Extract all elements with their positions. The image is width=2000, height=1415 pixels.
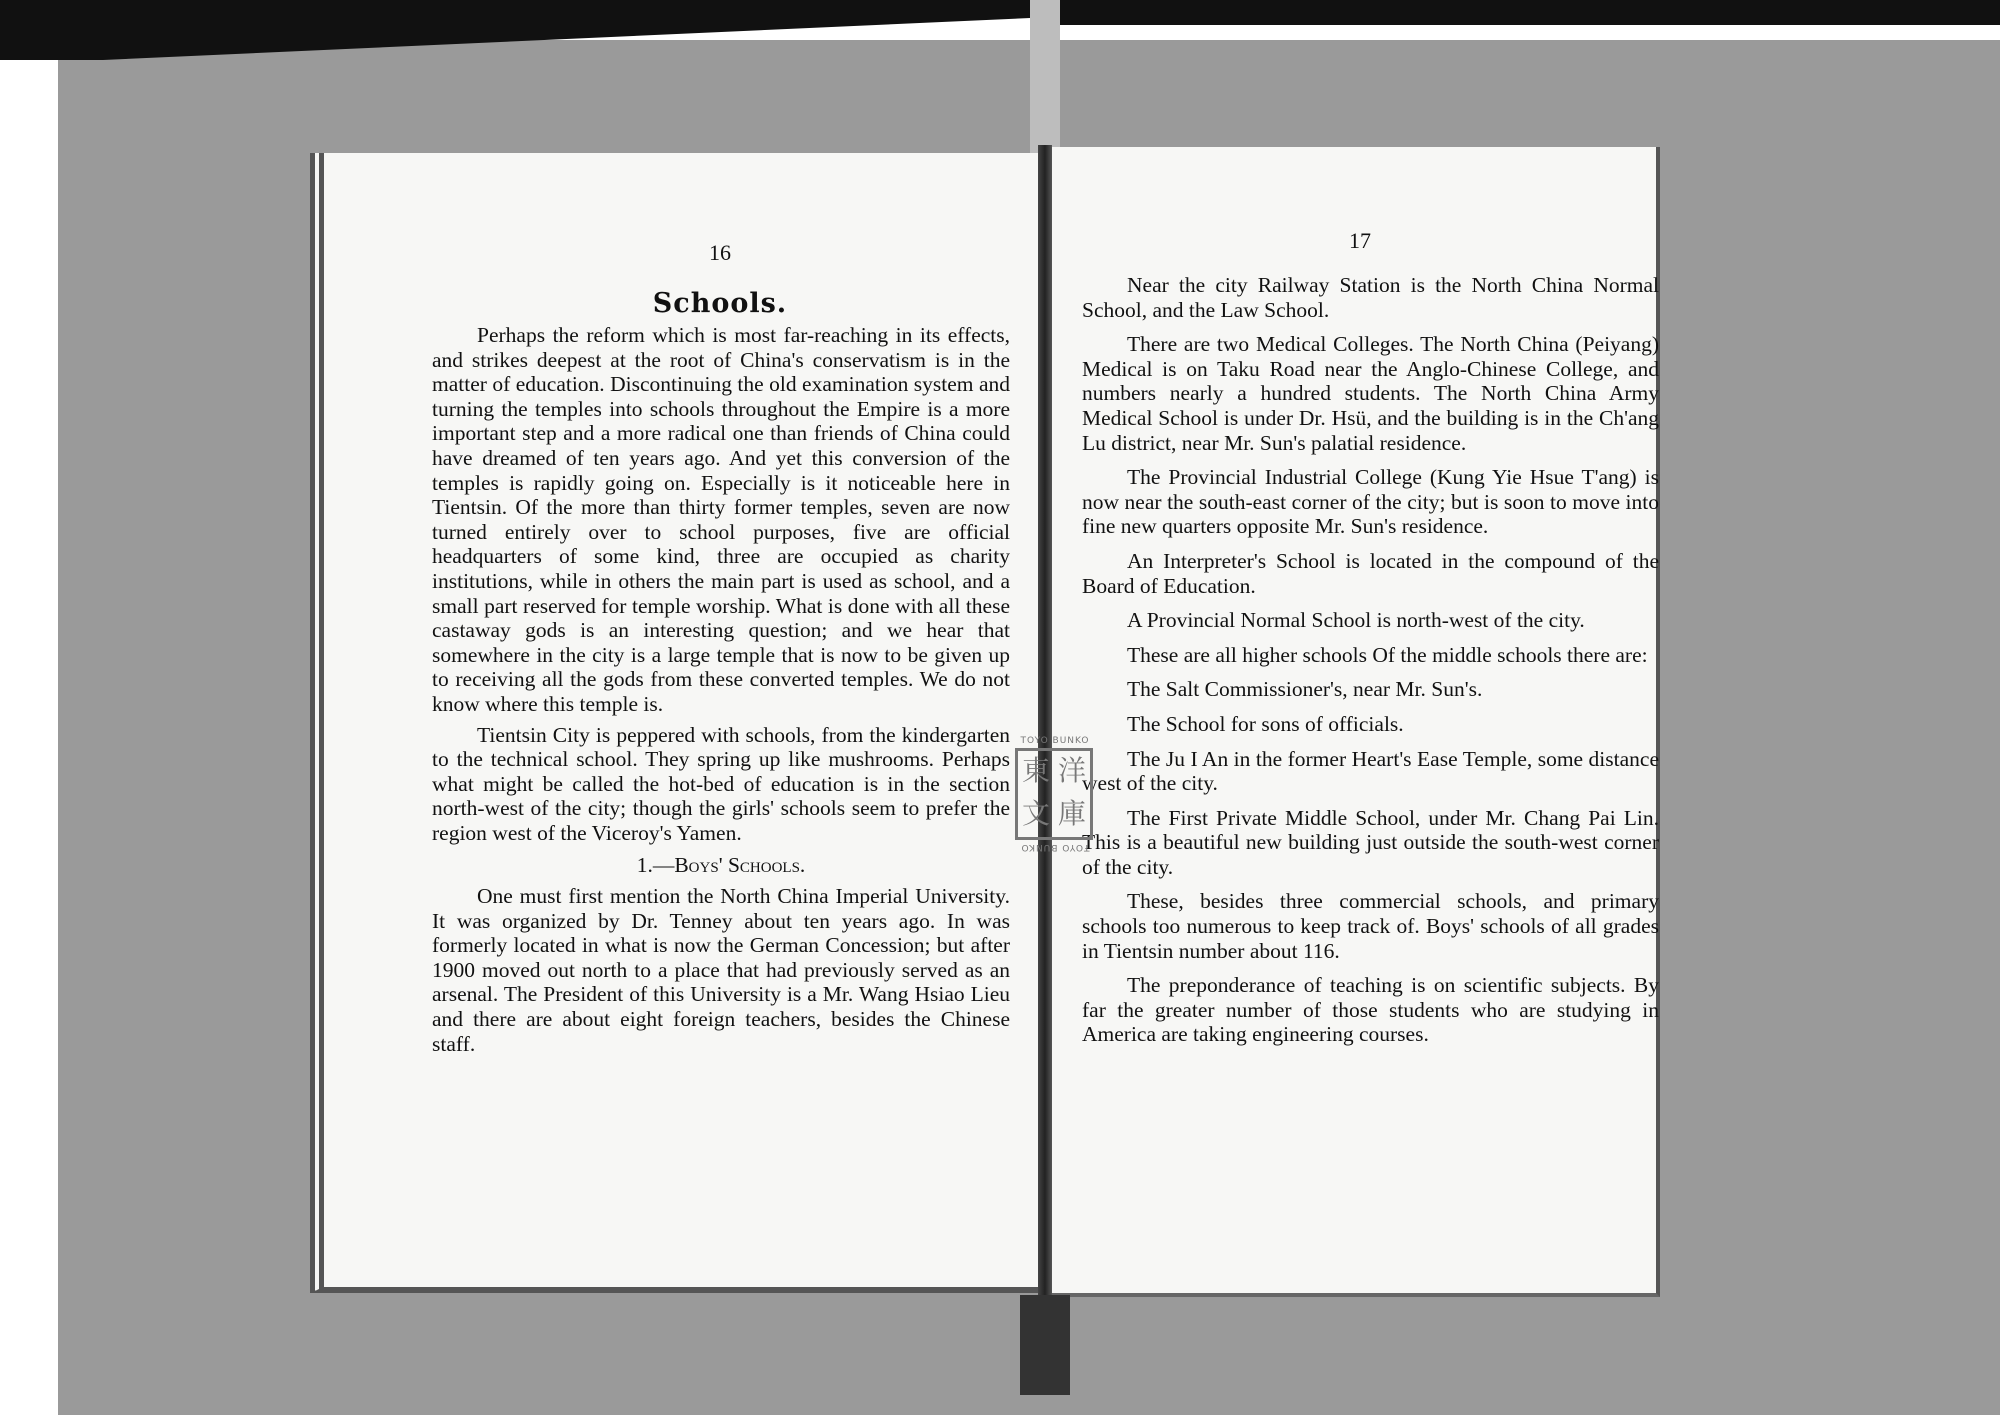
stamp-char: 文	[1021, 797, 1050, 830]
book-gutter-base	[1020, 1295, 1070, 1395]
paragraph: An Interpreter's School is located in the compound of the Board of Education.	[1082, 548, 1659, 598]
paragraph: The Salt Commissioner's, near Mr. Sun's.	[1127, 677, 1483, 702]
paragraph: A Provincial Normal School is north-west of the city.	[1127, 608, 1585, 633]
paragraph: The Ju I An in the former Heart's Ease Temple, some distance west of the city.	[1082, 746, 1659, 796]
left-page-number: 16	[709, 240, 731, 265]
dark-border-top-right	[1060, 0, 2000, 25]
stamp-char: 東	[1021, 754, 1050, 787]
paragraph: The preponderance of teaching is on scientific subjects. By far the greater number of those students who are studying in America are taking engineering courses.	[1082, 973, 1659, 1047]
library-stamp-icon	[1015, 748, 1093, 840]
paragraph: Perhaps the reform which is most far-reaching in its effects, and strikes deepest at the root of China's conservatism is in the matter of education. Discontinuing the old examination system and turning the temples into schools throughout the Empire is a more important step and a more radical one than friends of China could have dreamed of ten years ago. And yet this conversion of the temples is rapidly going on. Especially is it noticeable here in Tientsin. Of the more than thirty former temples, seven are now turned entirely over to school purposes, five are official headquarters of some kind, three are occupied as charity institutions, while in others the main part is used as school, and a small part reserved for temple worship. What is done with all these castaway gods is an interesting question; and we hear that somewhere in the city is a large temple that is now to be given up to receiving all the gods from these converted temples. We do not know where this temple is.	[432, 323, 1010, 716]
stamp-char: 庫	[1057, 797, 1086, 830]
section-title: Schools.	[652, 288, 788, 319]
paragraph: There are two Medical Colleges. The North China (Peiyang) Medical is on Taku Road near the Anglo-Chinese College, and numbers nearly a hundred students. The North China Army Medical School is under Dr. Hsü, and the building is in the Ch'ang Lu district, near Mr. Sun's palatial residence.	[1082, 332, 1659, 455]
spine-strip	[1030, 0, 1060, 160]
paragraph: One must first mention the North China Imperial University. It was organized by Dr. Tenney about ten years ago. In was formerly located in what is now the German Concession; but after 1900 moved out north to a place that had previously served as an arsenal. The President of this University is a Mr. Wang Hsiao Lieu and there are about eight foreign teachers, besides the Chinese staff.	[432, 884, 1010, 1056]
subheading-boys-schools: 1.—Boys' Schools.	[636, 853, 806, 878]
library-stamp-caption: TOYO BUNKO	[1020, 736, 1090, 746]
paragraph: These, besides three commercial schools, and primary schools too numerous to keep track of. Boys' schools of all grades in Tientsin number about 116.	[1082, 889, 1659, 963]
paragraph: Tientsin City is peppered with schools, from the kindergarten to the technical school. They spring up like mushrooms. Perhaps what might be called the hot-bed of education is in the section north-west of the city; though the girls' schools seem to prefer the region west of the Viceroy's Yamen.	[432, 722, 1010, 845]
paragraph: The School for sons of officials.	[1127, 711, 1404, 736]
paragraph: The Provincial Industrial College (Kung Yie Hsue T'ang) is now near the south-east corner of the city; but is soon to move into fine new quarters opposite Mr. Sun's residence.	[1082, 465, 1659, 539]
right-page-text	[1082, 273, 1659, 1047]
library-stamp-caption-inverted: TOYO BUNKO	[1020, 842, 1090, 852]
paragraph: The First Private Middle School, under Mr. Chang Pai Lin. This is a beautiful new building just outside the south-west corner of the city.	[1082, 805, 1659, 879]
left-page-text	[432, 323, 1010, 1056]
paragraph: These are all higher schools Of the middle schools there are:	[1127, 642, 1648, 667]
paragraph: Near the city Railway Station is the North China Normal School, and the Law School.	[1082, 273, 1659, 322]
stamp-char: 洋	[1057, 754, 1086, 787]
right-page-number: 17	[1349, 228, 1371, 253]
